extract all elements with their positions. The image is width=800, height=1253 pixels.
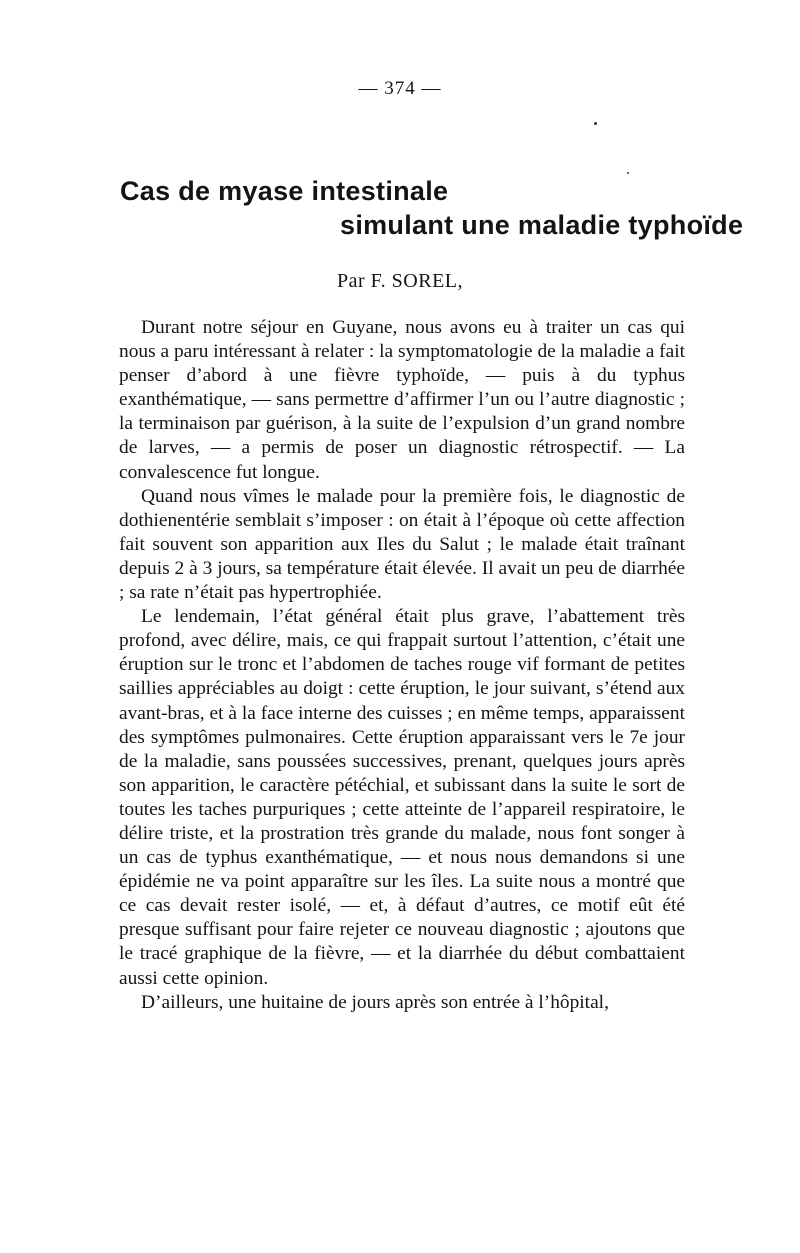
article-title-line-1: Cas de myase intestinale — [120, 176, 449, 206]
print-speck — [627, 172, 629, 174]
article-body — [119, 316, 685, 1015]
paragraph: Durant notre séjour en Guyane, nous avons eu à traiter un cas qui nous a paru intéressant à relater : la symptomatologie de la maladie a fait penser d’abord à une fièvre typhoïde, — puis à du typhus exanthématique, — sans permettre d’affirmer l’un ou l’autre diagnostic ; la terminaison par guérison, à la suite de l’expulsion d’un grand nombre de larves, — a permis de poser un diagnostic rétrospectif. — La convalescence fut longue. — [119, 317, 685, 483]
author-byline: Par F. SOREL, — [336, 270, 464, 292]
paragraph: Le lendemain, l’état général était plus grave, l’abattement très profond, avec délire, mais, ce qui frappait surtout l’attention, c’était une éruption sur le tronc et l’abdomen de taches rouge vif formant de petites saillies appréciables au doigt : cette éruption, le jour suivant, s’étend aux avant-bras, et à la face interne des cuisses ; en même temps, apparaissent des symptômes pulmonaires. Cette éruption apparaissant vers le 7e jour de la maladie, sans poussées successives, prenant, quelques jours après son apparition, le caractère pétéchial, et subissant dans la suite le sort de toutes les taches purpuriques ; cette atteinte de l’appareil respiratoire, le délire triste, et la prostration très grande du malade, nous font songer à un cas de typhus exanthématique, — et nous nous demandons si une épidémie ne va point apparaître sur les îles. La suite nous a montré que ce cas devait rester isolé, — et, à défaut d’autres, ce motif eût été presque suffisant pour faire rejeter ce nouveau diagnostic ; ajoutons que le tracé graphique de la fièvre, — et la diarrhée du début combattaient aussi cette opinion. — [119, 606, 685, 989]
page-number: — 374 — — [358, 78, 442, 99]
print-speck — [594, 122, 597, 125]
article-title-line-2: simulant une maladie typhoïde — [340, 210, 744, 240]
paragraph: D’ailleurs, une huitaine de jours après son entrée à l’hôpital, — [141, 991, 609, 1013]
paragraph: Quand nous vîmes le malade pour la première fois, le diagnostic de dothienentérie semblait s’imposer : on était à l’époque où cette affection fait souvent son apparition aux Iles du Salut ; le malade était traînant depuis 2 à 3 jours, sa température était élevée. Il avait un peu de diarrhée ; sa rate n’était pas hypertrophiée. — [119, 485, 685, 604]
